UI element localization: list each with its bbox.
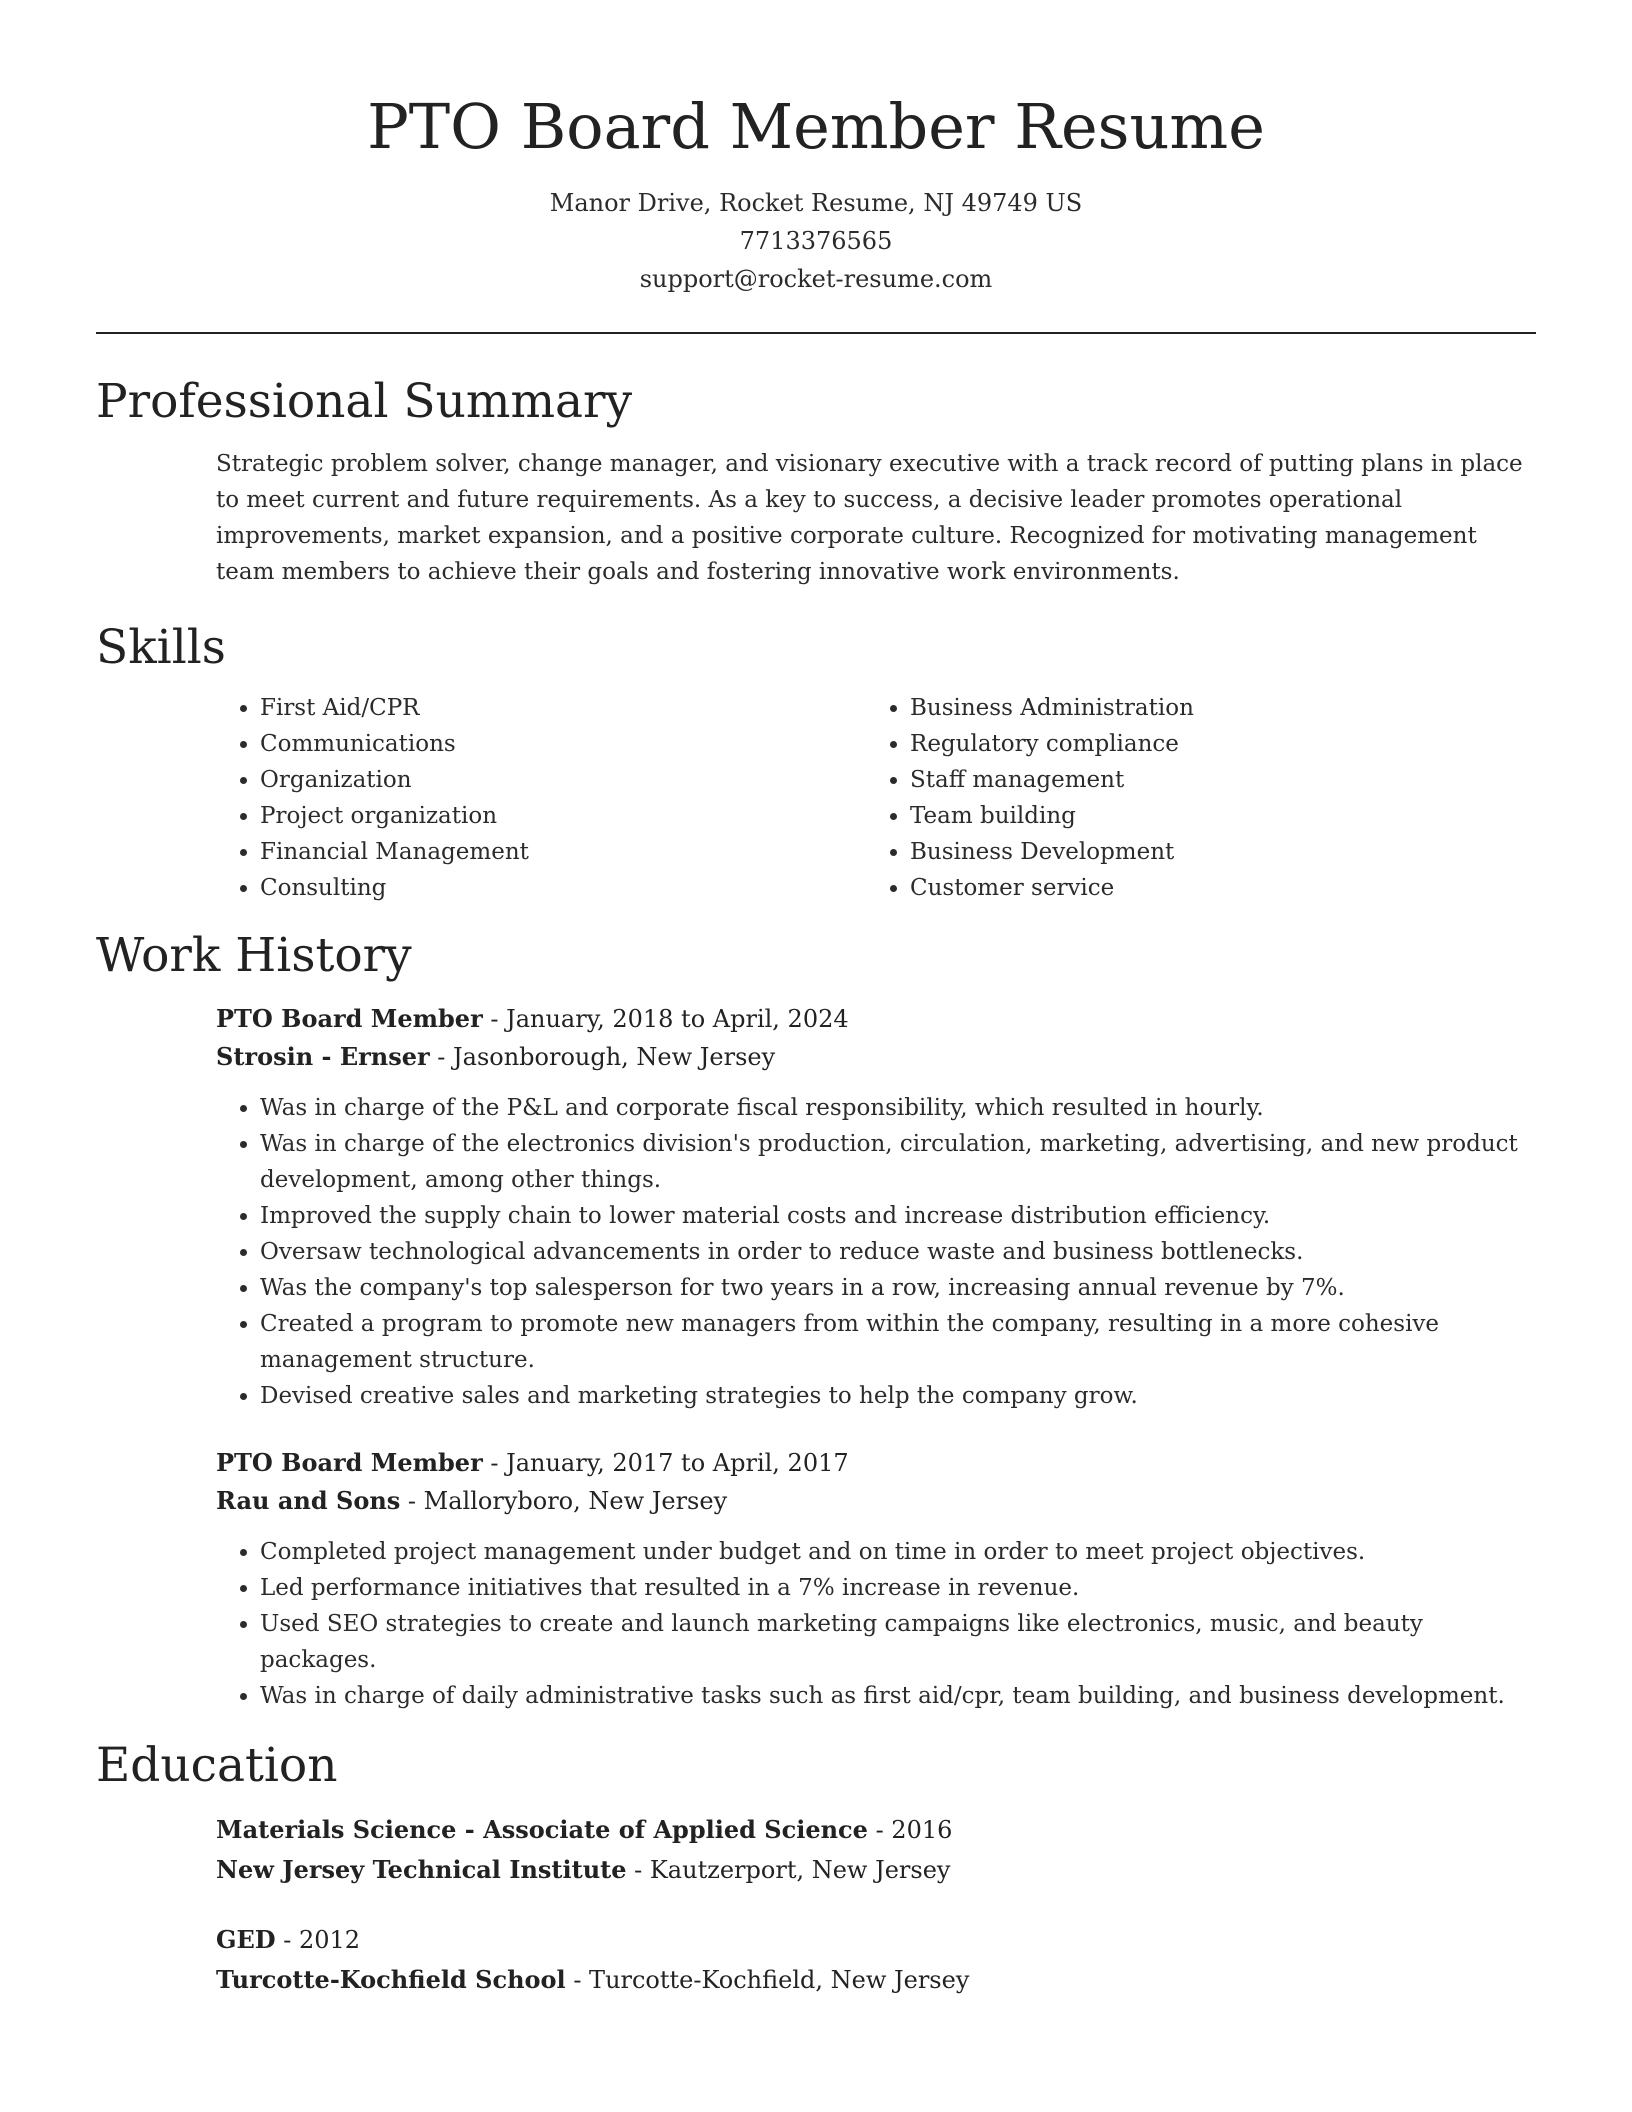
email: support@rocket-resume.com [639,265,993,293]
graduation-year: - 2012 [275,1926,361,1954]
school-line [216,1960,1536,2000]
job-bullet: • Was the company's top salesperson for two years in a row, increasing annual revenue by 7%. [260,1270,1536,1306]
company-location: - Malloryboro, New Jersey [400,1487,728,1515]
resume-header [96,0,1536,298]
job-company-line [216,1482,1536,1520]
company-location: - Jasonborough, New Jersey [429,1043,776,1071]
skills-column-right [760,690,1410,906]
education-heading: Education [96,1738,338,1793]
summary-text: Strategic problem solver, change manager, and visionary executive with a track record of putting plans in place to meet current and future requirements. As a key to success, a decisive leader promotes operational improvements, market expansion, and a positive corporate culture. Recognized for motivating management team members to achieve their goals and fostering innovative work environments. [216,451,1523,585]
header-divider [96,332,1536,334]
job-bullets [216,1534,1536,1714]
skill-item: • Regulatory compliance [910,726,1410,762]
skill-item: • Organization [260,762,760,798]
skill-item: • Customer service [910,870,1410,906]
degree: Materials Science - Associate of Applied Science [216,1815,868,1844]
job-title-line [216,1444,1536,1482]
job-bullet: • Was in charge of the electronics division's production, circulation, marketing, advertising, and new product development, among other things. [260,1126,1536,1198]
skill-item: • Business Development [910,834,1410,870]
work-history-heading: Work History [96,928,412,983]
job-bullet: • Completed project management under budget and on time in order to meet project objectives. [260,1534,1536,1570]
job-dates: - January, 2018 to April, 2024 [482,1005,849,1033]
job-company-line [216,1038,1536,1076]
skill-item: • Communications [260,726,760,762]
school-name: New Jersey Technical Institute [216,1855,627,1884]
summary-heading: Professional Summary [96,374,633,429]
skill-item: • Project organization [260,798,760,834]
skills-heading: Skills [96,620,226,675]
company-name: Rau and Sons [216,1486,401,1515]
skills-column-left [96,690,760,906]
school-location: - Turcotte-Kochfield, New Jersey [565,1966,970,1994]
resume-title: PTO Board Member Resume [367,90,1265,163]
school-name: Turcotte-Kochfield School [216,1965,566,1994]
work-history-section [96,926,1536,1714]
degree: GED [216,1925,276,1954]
job-dates: - January, 2017 to April, 2017 [482,1449,849,1477]
job-bullet: • Improved the supply chain to lower material costs and increase distribution efficiency. [260,1198,1536,1234]
degree-line [216,1920,1536,1960]
education-section [96,1736,1536,2000]
degree-line [216,1810,1536,1850]
contact-info [96,184,1536,298]
education-entry [216,1810,1536,1890]
skill-item: • Consulting [260,870,760,906]
resume-page [96,0,1536,2000]
job-bullet: • Was in charge of the P&L and corporate fiscal responsibility, which resulted in hourly. [260,1090,1536,1126]
job-title: PTO Board Member [216,1448,483,1477]
skill-item: • Team building [910,798,1410,834]
phone: 7713376565 [739,227,893,255]
skill-item: • Staff management [910,762,1410,798]
skill-item: • First Aid/CPR [260,690,760,726]
company-name: Strosin - Ernser [216,1042,430,1071]
job-bullet: • Was in charge of daily administrative tasks such as first aid/cpr, team building, and business development. [260,1678,1536,1714]
job-bullet: • Used SEO strategies to create and launch marketing campaigns like electronics, music, and beauty packages. [260,1606,1536,1678]
skill-item: • Financial Management [260,834,760,870]
job-bullet: • Devised creative sales and marketing strategies to help the company grow. [260,1378,1536,1414]
job-bullet: • Created a program to promote new managers from within the company, resulting in a more cohesive management structure. [260,1306,1536,1378]
summary-section [96,372,1536,590]
skills-section [96,618,1536,906]
skill-item: • Business Administration [910,690,1410,726]
job-title-line [216,1000,1536,1038]
job-bullet: • Led performance initiatives that resulted in a 7% increase in revenue. [260,1570,1536,1606]
job-title: PTO Board Member [216,1004,483,1033]
education-entry [216,1920,1536,2000]
job-entry [216,1444,1536,1714]
skills-list [96,690,1536,906]
job-bullet: • Oversaw technological advancements in order to reduce waste and business bottlenecks. [260,1234,1536,1270]
address: Manor Drive, Rocket Resume, NJ 49749 US [549,189,1083,217]
school-location: - Kautzerport, New Jersey [626,1856,951,1884]
graduation-year: - 2016 [867,1816,953,1844]
school-line [216,1850,1536,1890]
job-bullets [216,1090,1536,1414]
job-entry [216,1000,1536,1414]
